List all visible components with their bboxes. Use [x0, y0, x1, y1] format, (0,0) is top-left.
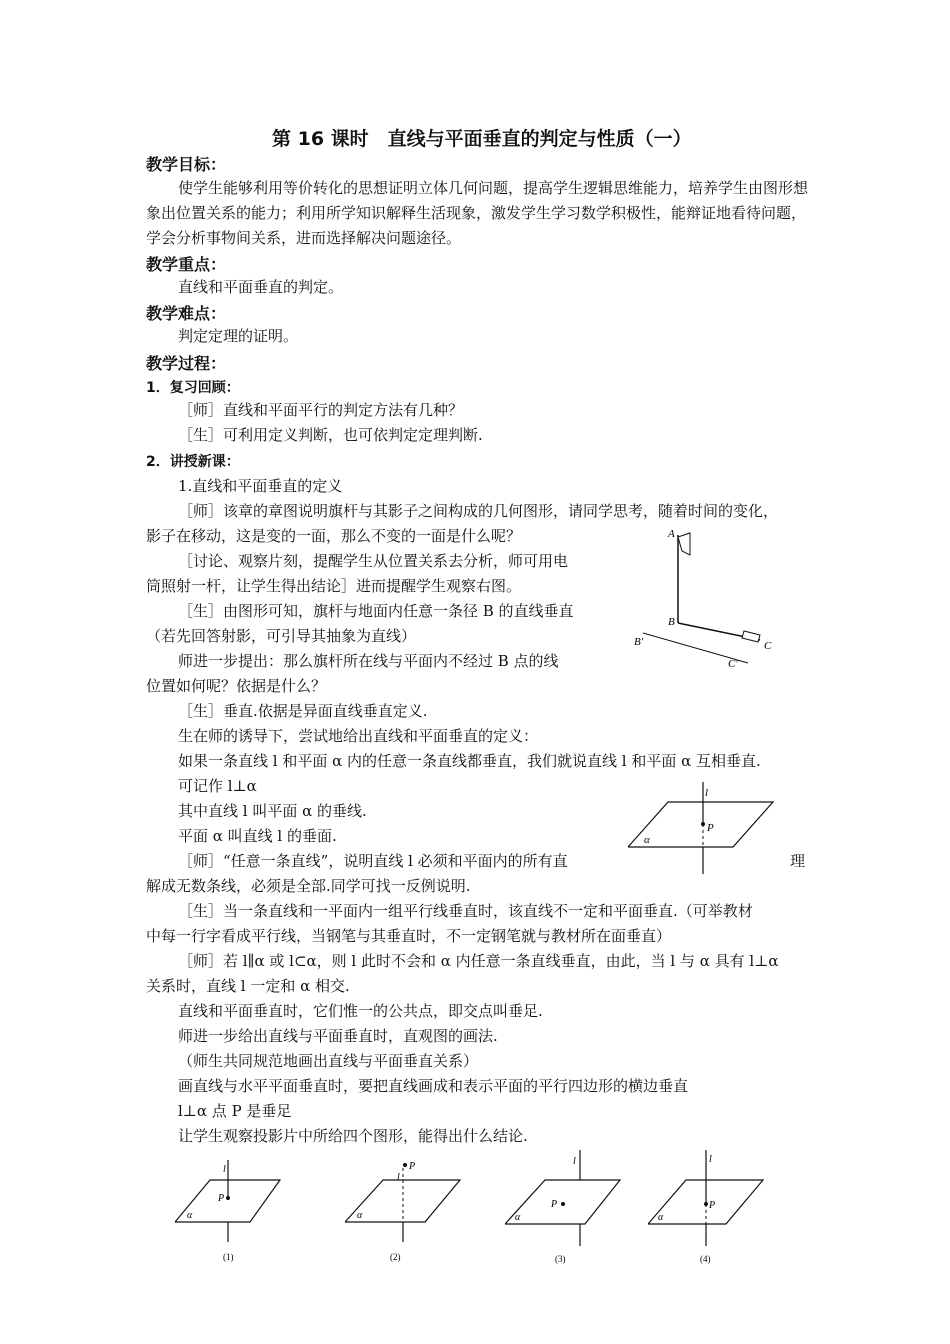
point: [403, 1163, 407, 1167]
paragraph-line: 关系时，直线 l 一定和 α 相交.: [146, 977, 350, 995]
plane-label: α: [515, 1212, 521, 1223]
point-label: P: [218, 1193, 225, 1204]
plane-label: α: [658, 1212, 664, 1223]
plane-label: α: [187, 1210, 193, 1221]
point-label: C: [764, 640, 772, 652]
review-line-2: ［生］可利用定义判断，也可依判定定理判断.: [178, 426, 483, 444]
paragraph-line: 中每一行字看成平行线，当钢笔与其垂直时，不一定钢笔就与教材所在面垂直）: [146, 927, 672, 945]
key-text: 直线和平面垂直的判定。: [178, 278, 344, 296]
line-label: l: [397, 1172, 400, 1183]
process-heading: 教学过程：: [146, 354, 227, 373]
goal-text: 使学生能够利用等价转化的思想证明立体几何问题，提高学生逻辑思维能力，培养学生由图形想象出位置关系的能力；利用所学知识解释生活现象，激发学生学习数学积极性，能辩证地看待问题，学会分析事物间关系，进而选择解决问题途径。: [146, 179, 809, 247]
point-label: P: [709, 1200, 716, 1211]
flag-shape: [678, 533, 690, 555]
plane-parallelogram: [505, 1180, 620, 1224]
line-label: l: [223, 1164, 226, 1175]
small-figure-1: [175, 1160, 285, 1270]
paragraph-line: 生在师的诱导下，尝试地给出直线和平面垂直的定义：: [178, 727, 539, 745]
figure-caption: (1): [223, 1252, 234, 1262]
point: [561, 1202, 565, 1206]
paragraph-line: 平面 α 叫直线 l 的垂面.: [178, 827, 337, 845]
point-label: P: [409, 1161, 416, 1172]
paragraph-line: 直线和平面垂直时，它们惟一的公共点，即交点叫垂足.: [178, 1002, 543, 1020]
small-figure-2: [345, 1160, 465, 1270]
paragraph-line: ［讨论、观察片刻，提醒学生从位置关系去分析，师可用电: [178, 552, 569, 570]
paragraph-line: ［师］该章的章图说明旗杆与其影子之间构成的几何图形，请同学思考，随着时间的变化，: [178, 502, 779, 520]
paragraph-line: 筒照射一杆，让学生得出结论］进而提醒学生观察右图。: [146, 577, 522, 595]
point-label: P: [707, 822, 714, 834]
paragraph-line: 师进一步给出直线与平面垂直时，直观图的画法.: [178, 1027, 498, 1045]
paragraph-line: l⊥α 点 P 是垂足: [178, 1102, 292, 1120]
point-label: B: [668, 616, 675, 628]
paragraph-line: 师进一步提出：那么旗杆所在线与平面内不经过 B 点的线: [178, 652, 559, 670]
point-label: C′: [728, 658, 738, 670]
flagpole-figure: [628, 525, 778, 675]
difficulty-heading: 教学难点：: [146, 304, 227, 323]
point: [226, 1196, 230, 1200]
figure-caption: (3): [555, 1254, 566, 1264]
paragraph-fragment: 理: [790, 852, 806, 870]
review-heading: 1．复习回顾：: [146, 380, 240, 396]
figure-caption: (4): [700, 1254, 711, 1264]
small-figure-3: [505, 1150, 625, 1270]
paragraph-line: 解成无数条线，必须是全部.同学可找一反例说明.: [146, 877, 471, 895]
page-title: 第 16 课时 直线与平面垂直的判定与性质（一）: [272, 128, 692, 150]
paragraph-line: ［师］若 l∥α 或 l⊂α，则 l 此时不会和 α 内任意一条直线垂直，由此，当 l 与 α 具有 l⊥α: [178, 952, 779, 970]
paragraph-line: ［师］“任意一条直线”，说明直线 l 必须和平面内的所有直: [178, 852, 568, 870]
line-label: l: [705, 787, 709, 799]
shadow-flag: [742, 631, 760, 642]
perpendicular-plane-figure: [628, 782, 778, 874]
small-figure-4: [648, 1150, 768, 1270]
paragraph-line: ［生］垂直.依据是异面直线垂直定义.: [178, 702, 428, 720]
figure-caption: (2): [390, 1252, 401, 1262]
point-label: B′: [634, 636, 644, 648]
notation-line: 可记作 l⊥α: [178, 777, 257, 795]
paragraph-line: 画直线与水平平面垂直时，要把直线画成和表示平面的平行四边形的横边垂直: [178, 1077, 689, 1095]
point-label: P: [551, 1199, 558, 1210]
paragraph-line: ［生］由图形可知，旗杆与地面内任意一条径 B 的直线垂直: [178, 602, 574, 620]
line-label: l: [573, 1156, 576, 1167]
paragraph-line: 让学生观察投影片中所给四个图形，能得出什么结论.: [178, 1127, 528, 1145]
plane-label: α: [357, 1210, 363, 1221]
review-line-1: ［师］直线和平面平行的判定方法有几种？: [178, 401, 464, 419]
goal-heading: 教学目标：: [146, 155, 227, 174]
paragraph-line: （若先回答射影，可引导其抽象为直线）: [146, 627, 417, 645]
point-label: A: [668, 528, 675, 540]
paragraph-line: 影子在移动，这是变的一面，那么不变的一面是什么呢？: [146, 527, 522, 545]
foot-point: [701, 822, 705, 826]
key-heading: 教学重点：: [146, 255, 227, 274]
point: [704, 1202, 708, 1206]
definition-subheading: 1.直线和平面垂直的定义: [178, 477, 343, 495]
difficulty-text: 判定定理的证明。: [178, 327, 299, 345]
plane-label: α: [644, 834, 650, 846]
paragraph-line: （师生共同规范地画出直线与平面垂直关系）: [178, 1052, 479, 1070]
paragraph-line: 位置如何呢？依据是什么？: [146, 677, 327, 695]
line-label: l: [709, 1154, 712, 1165]
paragraph-line: 其中直线 l 叫平面 α 的垂线.: [178, 802, 367, 820]
paragraph-line: ［生］当一条直线和一平面内一组平行线垂直时，该直线不一定和平面垂直.（可举教材: [178, 902, 753, 920]
definition-line: 如果一条直线 l 和平面 α 内的任意一条直线都垂直，我们就说直线 l 和平面 α 互相垂直.: [178, 752, 761, 770]
new-lesson-heading: 2．讲授新课：: [146, 454, 240, 470]
